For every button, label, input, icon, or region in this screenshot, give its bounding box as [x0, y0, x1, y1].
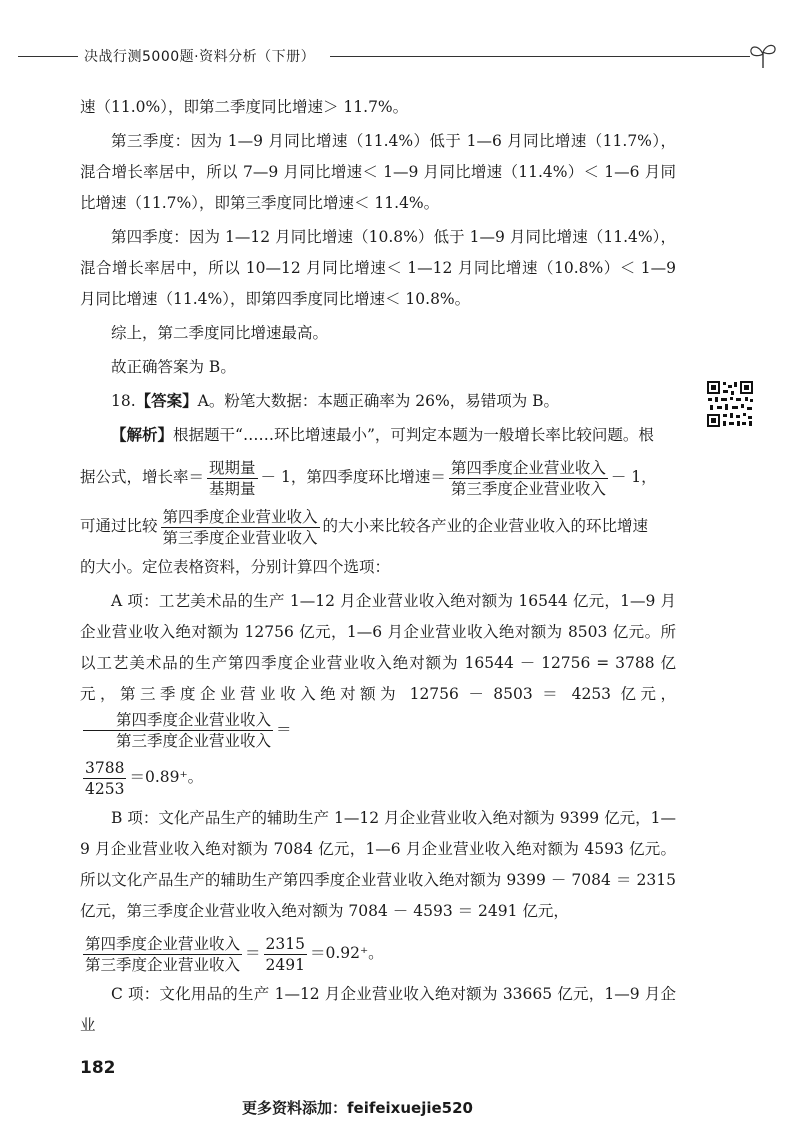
fraction-numerator: 2315 [265, 934, 305, 953]
answer-tag: 【答案】 [135, 392, 198, 410]
page-number: 182 [80, 1058, 116, 1078]
compare-text: 的大小来比较各产业的企业营业收入的环比增速 [322, 517, 649, 535]
paragraph-q3: 第三季度：因为 1—9 月同比增速（11.4%）低于 1—6 月同比增速（11.7%），混合增长率居中，所以 7—9 月同比增速＜ 1—9 月同比增速（11.4%）＜ 1—6 月同比增速（11.7%），即第三季度同比增速＜ 11.4%。 [80, 132, 676, 212]
equals-sign: ＝ [276, 720, 292, 739]
fraction-denominator: 基期量 [209, 479, 256, 498]
fraction-option-a-values [83, 758, 126, 799]
fraction-denominator: 4253 [85, 779, 125, 798]
paragraph-q4: 第四季度：因为 1—12 月同比增速（10.8%）低于 1—9 月同比增速（11.4%），混合增长率居中，所以 10—12 月同比增速＜ 1—12 月同比增速（10.8%）＜ 1—9 月同比增速（11.4%），即第四季度同比增速＜ 10.8%。 [80, 228, 676, 308]
option-a-result [80, 754, 676, 800]
fraction-denominator: 2491 [265, 955, 305, 974]
question-18-answer [80, 386, 676, 417]
formula-text: － 1，第四季度环比增速＝ [260, 468, 446, 486]
fraction-numerator: 现期量 [209, 458, 256, 477]
fraction-growth-rate [207, 458, 258, 499]
paragraph: 速（11.0%），即第二季度同比增速＞ 11.7%。 [80, 98, 409, 116]
option-b-text: B 项：文化产品生产的辅助生产 1—12 月企业营业收入绝对额为 9399 亿元，1—9 月企业营业收入绝对额为 7084 亿元，1—6 月企业营业收入绝对额为 4593 亿元。所以文化产品生产的辅助生产第四季度企业营业收入绝对额为 9399 － 7084 ＝ 2315 亿元，第三季度企业营业收入绝对额为 7084 － 4593 ＝ 2491 亿元， [80, 809, 676, 920]
header-rule-right [330, 56, 750, 57]
option-a-paragraph [80, 586, 676, 751]
analysis-text: 根据题干“……环比增速最小”，可判定本题为一般增长率比较问题。根 [173, 426, 654, 444]
fraction-option-b-values [264, 934, 307, 975]
option-b-result [80, 930, 676, 976]
fraction-denominator: 第三季度企业营业收入 [116, 732, 272, 750]
question-number: 18. [111, 392, 136, 410]
fraction-numerator: 第四季度企业营业收入 [85, 934, 241, 953]
analysis-tag: 【解析】 [111, 426, 174, 444]
running-header [18, 40, 778, 70]
header-rule-left [18, 56, 78, 57]
compare-line [80, 503, 676, 549]
option-a-text: A 项：工艺美术品的生产 1—12 月企业营业收入绝对额为 16544 亿元，1—9 月企业营业收入绝对额为 12756 亿元，1—6 月企业营业收入绝对额为 8503 亿元。所以工艺美术品的生产第四季度企业营业收入绝对额为 16544 － 12756 = 3788 亿元，第三季度企业营业收入绝对额为 12756 － 8503 ＝ 4253 亿元， [80, 592, 676, 703]
fraction-numerator: 第四季度企业营业收入 [83, 710, 273, 731]
fraction-compare [161, 507, 320, 548]
analysis-paragraph [80, 420, 676, 451]
footer-note: 更多资料添加：feifeixuejie520 [242, 1099, 473, 1117]
formula-text: 据公式，增长率＝ [80, 468, 205, 486]
option-b-paragraph [80, 803, 676, 927]
fraction-numerator: 第四季度企业营业收入 [450, 458, 606, 477]
equals-sign: ＝ [245, 944, 261, 962]
answer-text: A。粉笔大数据：本题正确率为 26%，易错项为 B。 [197, 392, 560, 410]
sprout-icon [746, 40, 780, 70]
result-value: ＝0.89⁺。 [129, 768, 204, 786]
fraction-numerator: 第四季度企业营业收入 [162, 507, 318, 526]
paragraph-answer: 故正确答案为 B。 [111, 358, 236, 376]
option-c-paragraph: C 项：文化用品的生产 1—12 月企业营业收入绝对额为 33665 亿元，1—9 月企业 [80, 985, 676, 1034]
fraction-denominator: 第三季度企业营业收入 [162, 528, 318, 547]
compare-continued: 的大小。定位表格资料，分别计算四个选项： [80, 558, 391, 576]
page-body [80, 92, 676, 1044]
fraction-denominator: 第三季度企业营业收入 [85, 955, 241, 974]
header-title: 决战行测5000题·资料分析（下册） [84, 49, 316, 65]
compare-text: 可通过比较 [80, 517, 158, 535]
paragraph-summary: 综上，第二季度同比增速最高。 [111, 324, 329, 342]
fraction-quarter-ratio [449, 458, 608, 499]
qr-code-icon[interactable] [706, 380, 754, 428]
fraction-denominator: 第三季度企业营业收入 [450, 479, 606, 498]
formula-text: － 1， [610, 468, 657, 486]
fraction-numerator: 3788 [85, 758, 125, 777]
result-value: ＝0.92⁺。 [309, 944, 384, 962]
fraction-option-b [83, 934, 242, 975]
formula-line [80, 454, 676, 500]
fraction-option-a [83, 710, 273, 751]
